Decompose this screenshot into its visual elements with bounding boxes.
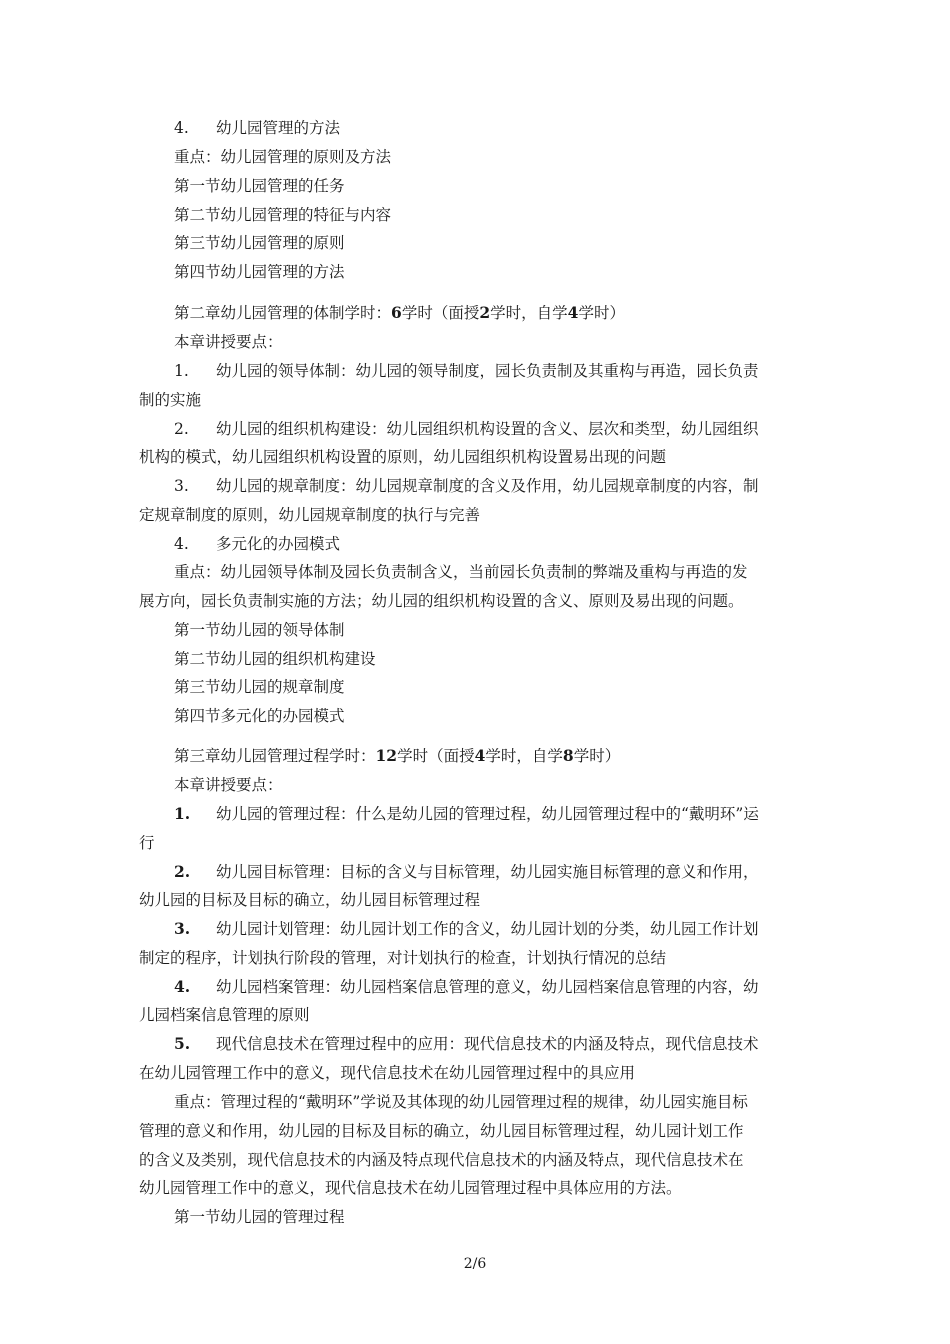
list-number: 4. bbox=[174, 977, 191, 996]
key-points-continuation: 展方向，园长负责制实施的方法；幼儿园的组织机构设置的含义、原则及易出现的问题。 bbox=[139, 592, 744, 610]
list-item-text: 幼儿园的领导体制：幼儿园的领导制度，园长负责制及其重构与再造，园长负责 bbox=[216, 362, 759, 380]
list-item-continuation: 幼儿园的目标及目标的确立，幼儿园目标管理过程 bbox=[139, 891, 481, 909]
section-heading: 第四节幼儿园管理的方法 bbox=[174, 263, 345, 281]
list-item-text: 幼儿园档案管理：幼儿园档案信息管理的意义，幼儿园档案信息管理的内容，幼 bbox=[216, 978, 759, 996]
section-heading: 第一节幼儿园管理的任务 bbox=[174, 177, 345, 195]
chapter-title: 第二章幼儿园管理的体制学时：6学时（面授2学时，自学4学时） bbox=[174, 303, 625, 322]
list-item-continuation: 机构的模式，幼儿园组织机构设置的原则，幼儿园组织机构设置易出现的问题 bbox=[139, 448, 667, 466]
list-number: 4. bbox=[174, 119, 189, 137]
section-heading: 第四节多元化的办园模式 bbox=[174, 707, 345, 725]
key-points: 重点：幼儿园领导体制及园长负责制含义，当前园长负责制的弊端及重构与再造的发 bbox=[174, 563, 748, 581]
list-number: 4. bbox=[174, 535, 189, 553]
list-item-continuation: 定规章制度的原则，幼儿园规章制度的执行与完善 bbox=[139, 506, 481, 524]
list-item-text: 多元化的办园模式 bbox=[216, 535, 341, 553]
list-number: 5. bbox=[174, 1034, 191, 1053]
list-item-continuation: 在幼儿园管理工作中的意义，现代信息技术在幼儿园管理过程中的具应用 bbox=[139, 1064, 636, 1082]
points-label: 本章讲授要点： bbox=[174, 776, 283, 794]
list-item-text: 幼儿园计划管理：幼儿园计划工作的含义，幼儿园计划的分类，幼儿园工作计划 bbox=[216, 920, 759, 938]
key-points: 重点：幼儿园管理的原则及方法 bbox=[174, 148, 392, 166]
chapter-title: 第三章幼儿园管理过程学时：12学时（面授4学时，自学8学时） bbox=[174, 746, 621, 765]
points-label: 本章讲授要点： bbox=[174, 333, 283, 351]
section-heading: 第二节幼儿园管理的特征与内容 bbox=[174, 206, 392, 224]
key-points-continuation: 管理的意义和作用，幼儿园的目标及目标的确立，幼儿园目标管理过程，幼儿园计划工作 bbox=[139, 1122, 744, 1140]
section-heading: 第三节幼儿园管理的原则 bbox=[174, 234, 345, 252]
list-item-text: 现代信息技术在管理过程中的应用：现代信息技术的内涵及特点，现代信息技术 bbox=[216, 1035, 759, 1053]
key-points-continuation: 的含义及类别，现代信息技术的内涵及特点现代信息技术的内涵及特点，现代信息技术在 bbox=[139, 1151, 744, 1169]
page-number: 2/6 bbox=[463, 1256, 487, 1272]
list-number: 2. bbox=[174, 420, 189, 438]
list-item-text: 幼儿园的组织机构建设：幼儿园组织机构设置的含义、层次和类型，幼儿园组织 bbox=[216, 420, 759, 438]
list-item-text: 幼儿园目标管理：目标的含义与目标管理，幼儿园实施目标管理的意义和作用， bbox=[216, 863, 759, 881]
section-heading: 第一节幼儿园的管理过程 bbox=[174, 1208, 345, 1226]
list-item-continuation: 制定的程序，计划执行阶段的管理，对计划执行的检查，计划执行情况的总结 bbox=[139, 949, 667, 967]
list-item-text: 幼儿园的规章制度：幼儿园规章制度的含义及作用，幼儿园规章制度的内容，制 bbox=[216, 477, 759, 495]
key-points: 重点：管理过程的“戴明环”学说及其体现的幼儿园管理过程的规律，幼儿园实施目标 bbox=[174, 1093, 748, 1111]
list-item-text: 幼儿园管理的方法 bbox=[216, 119, 341, 137]
list-number: 3. bbox=[174, 477, 189, 495]
list-item-text: 幼儿园的管理过程：什么是幼儿园的管理过程，幼儿园管理过程中的“戴明环”运 bbox=[216, 805, 759, 823]
section-heading: 第三节幼儿园的规章制度 bbox=[174, 678, 345, 696]
list-number: 1. bbox=[174, 804, 191, 823]
list-item-continuation: 制的实施 bbox=[139, 391, 202, 409]
list-number: 3. bbox=[174, 919, 191, 938]
list-item-continuation: 儿园档案信息管理的原则 bbox=[139, 1006, 310, 1024]
list-number: 2. bbox=[174, 862, 191, 881]
key-points-continuation: 幼儿园管理工作中的意义，现代信息技术在幼儿园管理过程中具体应用的方法。 bbox=[139, 1179, 682, 1197]
section-heading: 第二节幼儿园的组织机构建设 bbox=[174, 650, 376, 668]
section-heading: 第一节幼儿园的领导体制 bbox=[174, 621, 345, 639]
list-number: 1. bbox=[174, 362, 189, 380]
list-item-continuation: 行 bbox=[139, 834, 155, 852]
